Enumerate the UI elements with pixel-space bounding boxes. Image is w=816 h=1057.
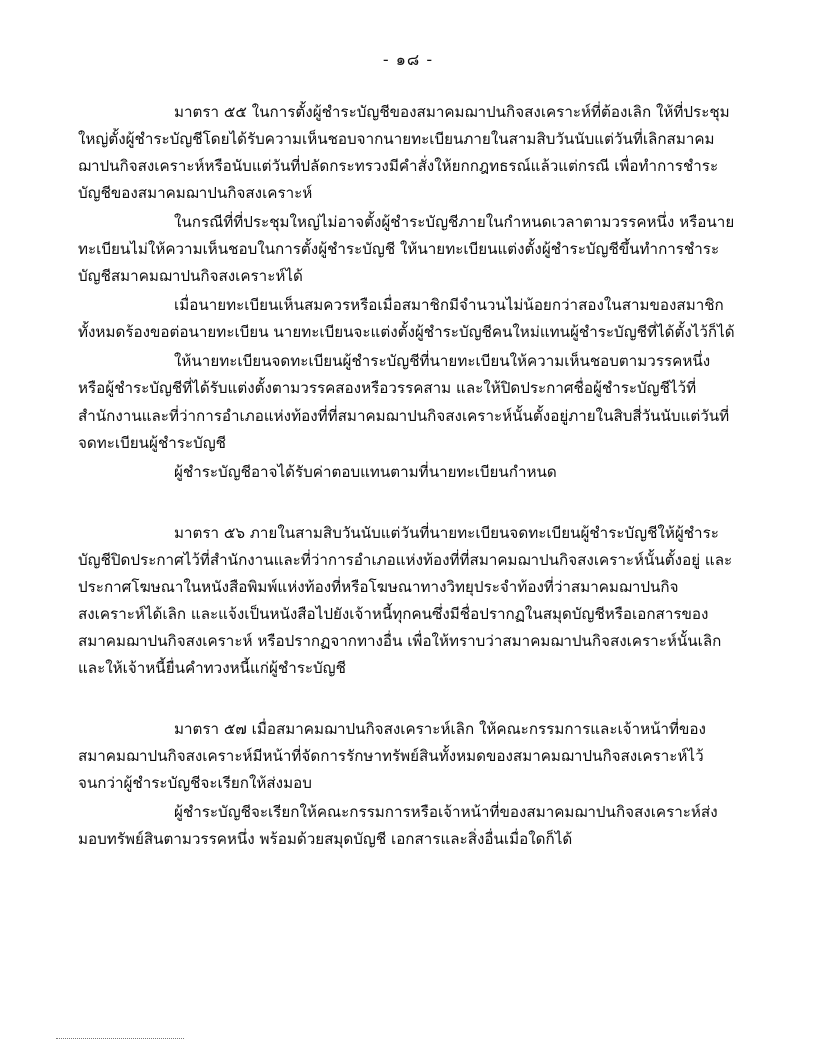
page-number: - ๑๘ - [382, 50, 434, 69]
paragraph-section-56-1: มาตรา ๕๖ ภายในสามสิบวันนับแต่วันที่นายทะเบียนจดทะเบียนผู้ชำระบัญชีให้ผู้ชำระบัญชีปิดประกาศไว้ที่สำนักงานและที่ว่าการอำเภอแห่งท้องที่ที่สมาคมฌาปนกิจสงเคราะห์นั้นตั้งอยู่ และประกาศโฆษณาในหนังสือพิมพ์แห่งท้องที่หรือโฆษณาทางวิทยุประจำท้องที่ว่าสมาคมฌาปนกิจสงเคราะห์ได้เลิก และแจ้งเป็นหนังสือไปยังเจ้าหนี้ทุกคนซึ่งมีชื่อปรากฏในสมุดบัญชีหรือเอกสารของสมาคมฌาปนกิจสงเคราะห์ หรือปรากฏจากทางอื่น เพื่อให้ทราบว่าสมาคมฌาปนกิจสงเคราะห์นั้นเลิกและให้เจ้าหนี้ยื่นคำทวงหนี้แก่ผู้ชำระบัญชี [78, 523, 733, 677]
paragraph-section-57-2: ผู้ชำระบัญชีจะเรียกให้คณะกรรมการหรือเจ้าหน้าที่ของสมาคมฌาปนกิจสงเคราะห์ส่งมอบทรัพย์สินตามวรรคหนึ่ง พร้อมด้วยสมุดบัญชี เอกสารและสิ่งอื่นเมื่อใดก็ได้ [78, 803, 718, 849]
paragraph-section-55-1: มาตรา ๕๕ ในการตั้งผู้ชำระบัญชีของสมาคมฌาปนกิจสงเคราะห์ที่ต้องเลิก ให้ที่ประชุมใหญ่ตั้งผู้ชำระบัญชีโดยได้รับความเห็นชอบจากนายทะเบียนภายในสามสิบวันนับแต่วันที่เลิกสมาคมฌาปนกิจสงเคราะห์หรือนับแต่วันที่ปลัดกระทรวงมีคำสั่งให้ยกกฎทธรณ์แล้วแต่กรณี เพื่อทำการชำระบัญชีของสมาคมฌาปนกิจสงเคราะห์ [78, 103, 730, 203]
paragraph-section-55-3: เมื่อนายทะเบียนเห็นสมควรหรือเมื่อสมาชิกมีจำนวนไม่น้อยกว่าสองในสามของสมาชิกทั้งหมดร้องขอต่อนายทะเบียน นายทะเบียนจะแต่งตั้งผู้ชำระบัญชีคนใหม่แทนผู้ชำระบัญชีที่ได้ตั้งไว้ก็ได้ [78, 296, 735, 342]
paragraph-section-55-5: ผู้ชำระบัญชีอาจได้รับค่าตอบแทนตามที่นายทะเบียนกำหนด [174, 462, 557, 481]
paragraph-section-55-2: ในกรณีที่ที่ประชุมใหญ่ไม่อาจตั้งผู้ชำระบัญชีภายในกำหนดเวลาตามวรรคหนึ่ง หรือนายทะเบียนไม่ให้ความเห็นชอบในการตั้งผู้ชำระบัญชี ให้นายทะเบียนแต่งตั้งผู้ชำระบัญชีขึ้นทำการชำระบัญชีสมาคมฌาปนกิจสงเคราะห์ได้ [78, 213, 735, 286]
document-body [78, 99, 738, 853]
paragraph-section-57-1: มาตรา ๕๗ เมื่อสมาคมฌาปนกิจสงเคราะห์เลิก ให้คณะกรรมการและเจ้าหน้าที่ของสมาคมฌาปนกิจสงเคราะห์มีหน้าที่จัดการรักษาทรัพย์สินทั้งหมดของสมาคมฌาปนกิจสงเคราะห์ไว้จนกว่าผู้ชำระบัญชีจะเรียกให้ส่งมอบ [78, 719, 706, 793]
paragraph-section-55-4: ให้นายทะเบียนจดทะเบียนผู้ชำระบัญชีที่นายทะเบียนให้ความเห็นชอบตามวรรคหนึ่ง หรือผู้ชำระบัญชีที่ได้รับแต่งตั้งตามวรรคสองหรือวรรคสาม และให้ปิดประกาศชื่อผู้ชำระบัญชีไว้ที่สำนักงานและที่ว่าการอำเภอแห่งท้องที่ที่สมาคมฌาปนกิจสงเคราะห์นั้นตั้งอยู่ภายในสิบสี่วันนับแต่วันที่จดทะเบียนผู้ชำระบัญชี [78, 352, 730, 452]
footer-divider [56, 1038, 184, 1039]
